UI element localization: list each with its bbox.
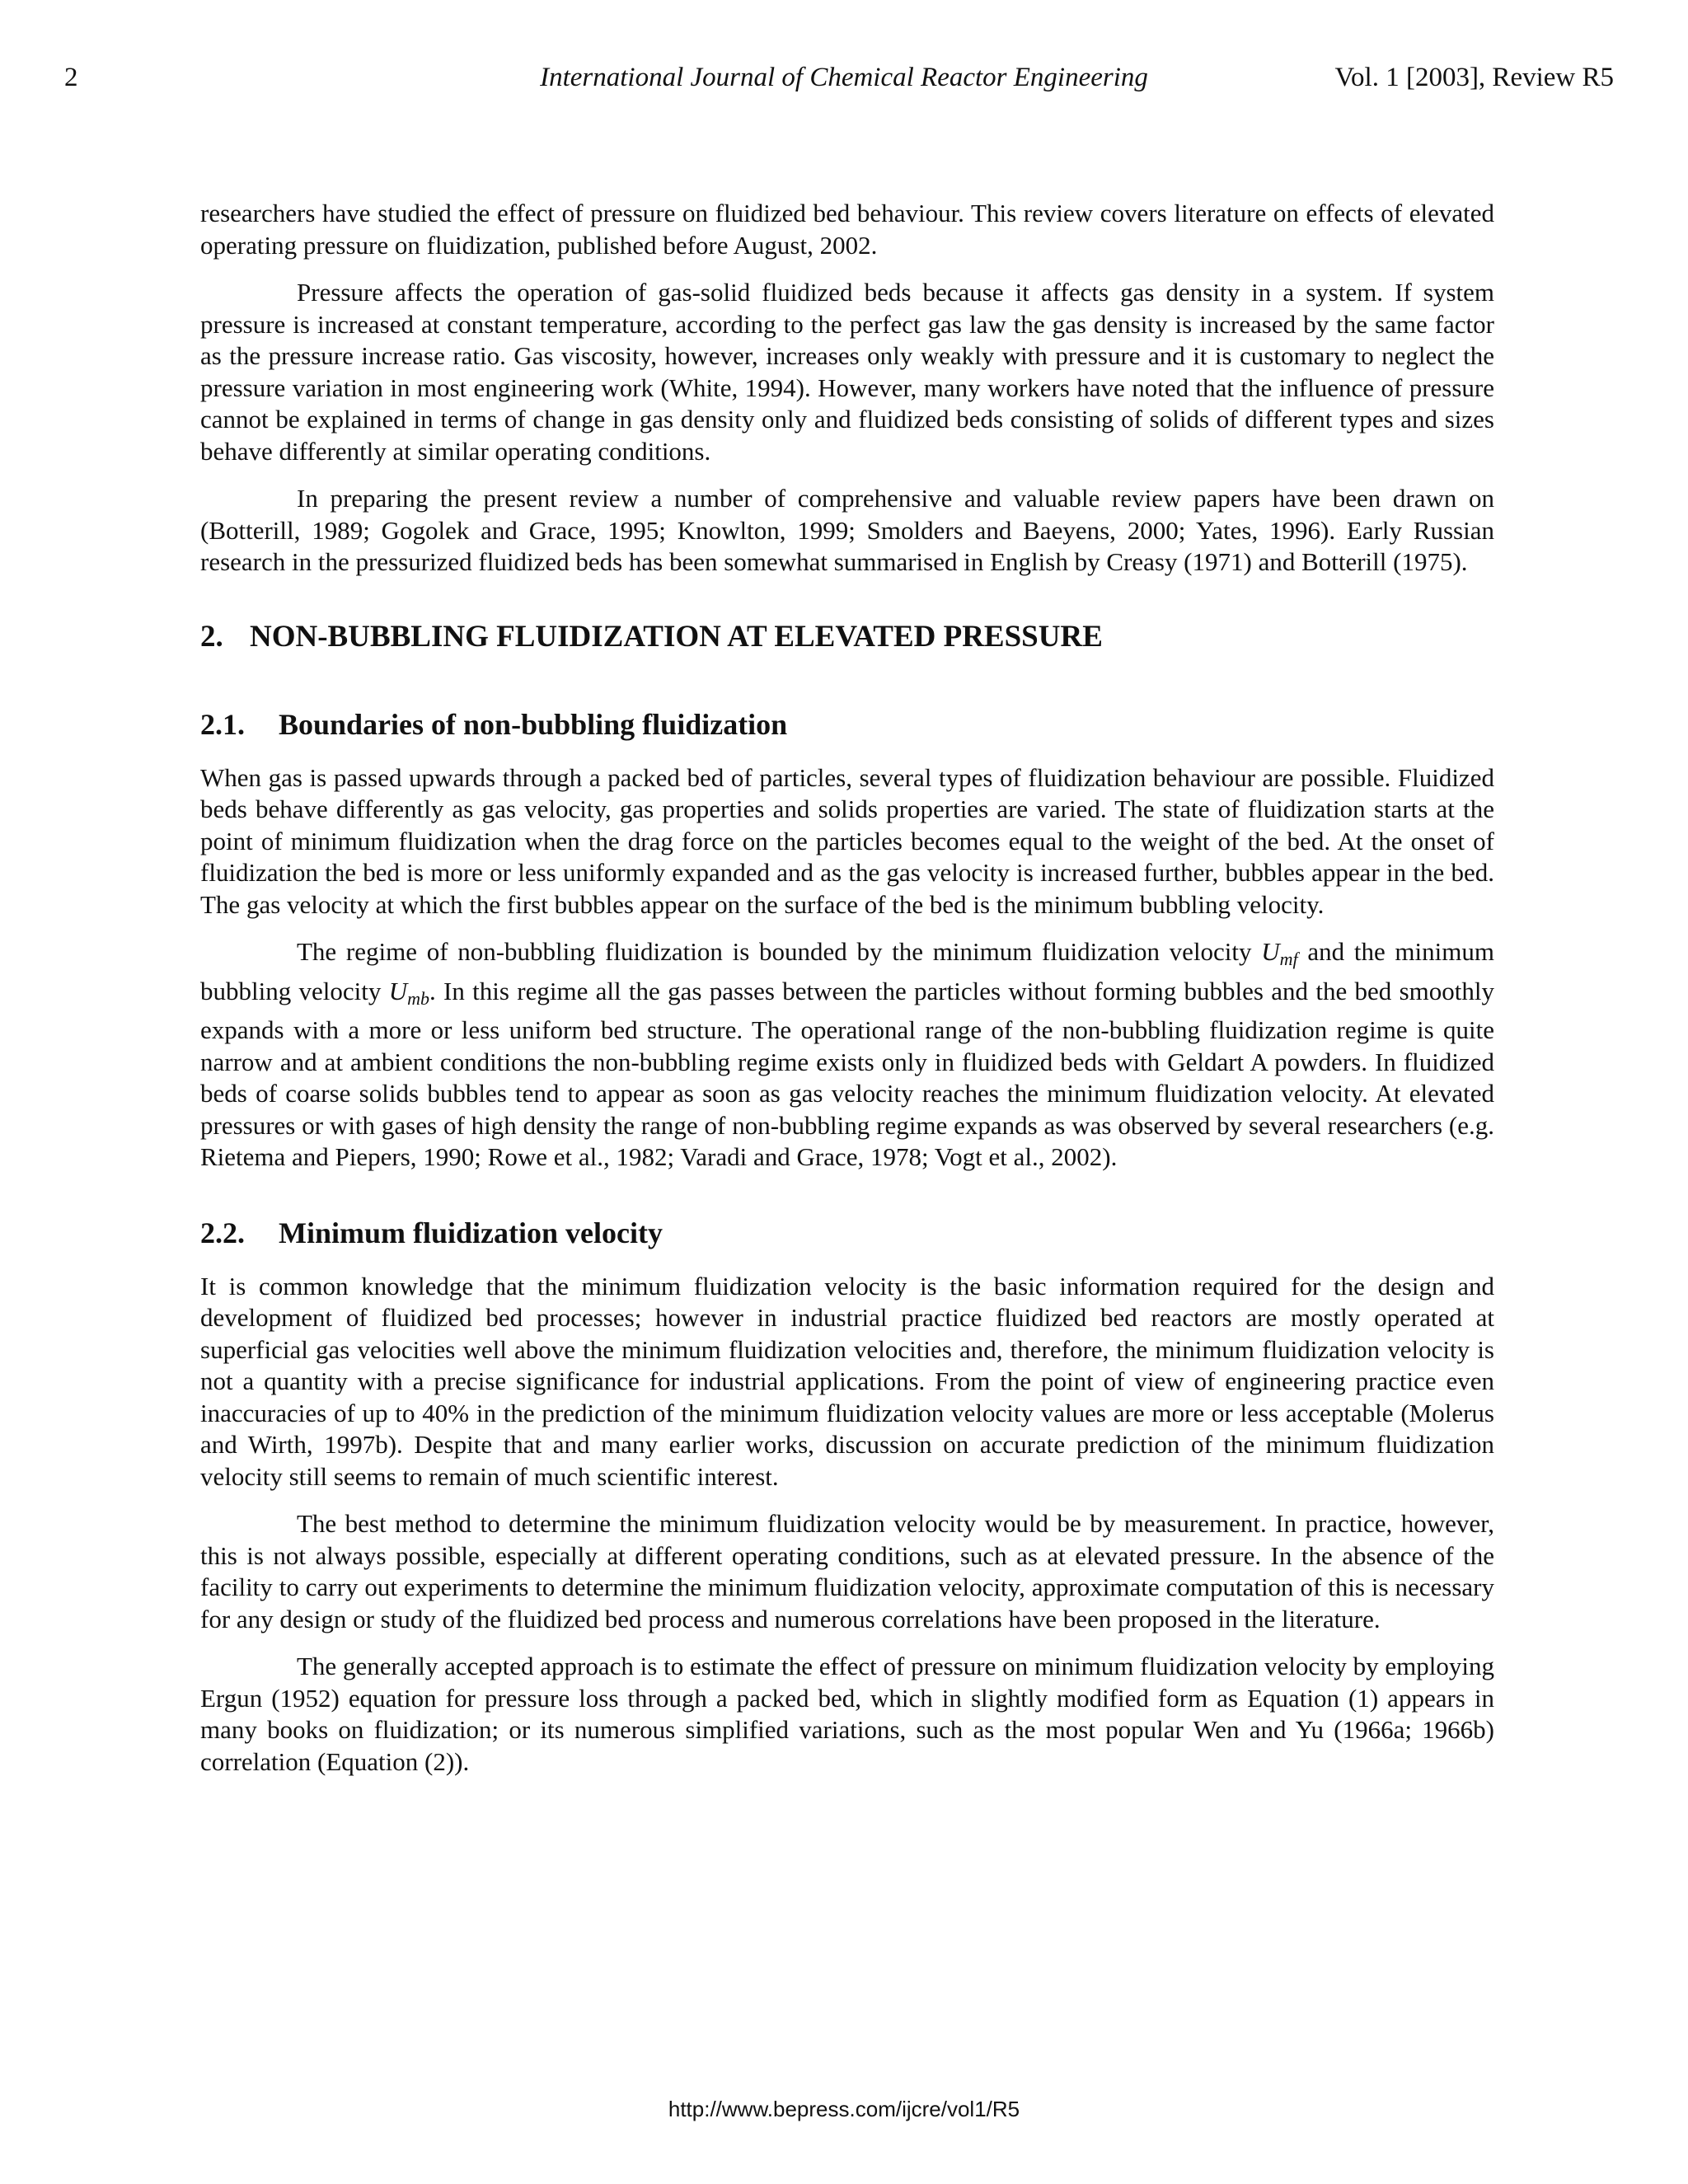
intro-paragraph-3: In preparing the present review a number of comprehensive and valuable review papers have been drawn on (Botterill, 1989; Gogolek and Grace, 1995; Knowlton, 1999; Smolders and Baeyens, 2000; Yates, 1996). Early Russian research in the pressurized fluidized beds has been somewhat summarised in English by Creasy (1971) and Botterill (1975). — [200, 484, 1494, 576]
intro-paragraph-2: Pressure affects the operation of gas-solid fluidized beds because it affects gas density in a system. If system pressure is increased at constant temperature, according to the perfect gas law the gas density is increased by the same factor as the pressure increase ratio. Gas viscosity, however, increases only weakly with pressure and it is customary to neglect the pressure variation in most engineering work (White, 1994). However, many workers have noted that the influence of pressure cannot be explained in terms of change in gas density only and fluidized beds consisting of solids of different types and sizes behave differently at similar operating conditions. — [200, 278, 1494, 466]
paragraph-text: . In this regime all the gas passes between the particles without forming bubbles and the bed smoothly expands with a more or less uniform bed structure. The operational range of the non-bubbling fluidization regime is quite narrow and at ambient conditions the non-bubbling regime exists only in fluidized beds with Geldart A powders. In fluidized beds of coarse solids bubbles tend to appear as soon as gas velocity reaches the minimum fluidization velocity. At elevated pressures or with gases of high density the range of non-bubbling regime expands as was observed by several researchers (e.g. Rietema and Piepers, 1990; Rowe et al., 1982; Varadi and Grace, 1978; Vogt et al., 2002). — [200, 976, 1494, 1171]
umb-subscript: mb — [407, 987, 429, 1009]
section-2-number: 2. — [200, 619, 223, 654]
umf-subscript: mf — [1279, 949, 1298, 969]
section-2-1-paragraph-1: When gas is passed upwards through a packed bed of particles, several types of fluidization behaviour are possible. Fluidized beds behave differently as gas velocity, gas properties and solids properties are varied. The state of fluidization starts at the point of minimum fluidization when the drag force on the particles becomes equal to the weight of the bed. At the onset of fluidization the bed is more or less uniformly expanded and as the gas velocity is increased further, bubbles appear in the bed. The gas velocity at which the first bubbles appear on the surface of the bed is the minimum bubbling velocity. — [200, 762, 1494, 919]
journal-title: International Journal of Chemical Reactor Engineering — [540, 63, 1148, 92]
section-2-heading — [200, 619, 1494, 655]
section-2-2-title: Minimum fluidization velocity — [279, 1216, 663, 1249]
section-2-2-paragraph-1: It is common knowledge that the minimum fluidization velocity is the basic information required for the design and development of fluidized bed processes; however in industrial practice fluidized bed reactors are mostly operated at superficial gas velocities well above the minimum fluidization velocities and, therefore, the minimum fluidization velocity is not a quantity with a precise significance for industrial applications. From the point of view of engineering practice even inaccuracies of up to 40% in the prediction of the minimum fluidization velocity values are more or less acceptable (Molerus and Wirth, 1997b). Despite that and many earlier works, discussion on accurate prediction of the minimum fluidization velocity still seems to remain of much scientific interest. — [200, 1271, 1494, 1491]
section-2-1-heading — [200, 706, 1494, 743]
section-2-2-paragraph-3: The generally accepted approach is to estimate the effect of pressure on minimum fluidization velocity by employing Ergun (1952) equation for pressure loss through a packed bed, which in slightly modified form as Equation (1) appears in many books on fluidization; or its numerous simplified variations, such as the most popular Wen and Yu (1966a; 1966b) correlation (Equation (2)). — [200, 1652, 1494, 1776]
section-2-title: NON-BUBBLING FLUIDIZATION AT ELEVATED PRESSURE — [250, 619, 1103, 654]
paragraph-text: The regime of non-bubbling fluidization is bounded by the minimum fluidization velocity — [297, 937, 1252, 966]
umf-symbol: U — [1261, 937, 1280, 966]
section-2-1-number: 2.1. — [200, 707, 245, 741]
section-2-1-paragraph-2 — [200, 936, 1494, 1174]
running-header — [0, 59, 1688, 96]
section-2-2-paragraph-2: The best method to determine the minimum fluidization velocity would be by measurement. In practice, however, this is not always possible, especially at different operating conditions, such as at elevated pressure. In the absence of the facility to carry out experiments to determine the minimum fluidization velocity, approximate computation of this is necessary for any design or study of the fluidized bed process and numerous correlations have been proposed in the literature. — [200, 1509, 1494, 1633]
intro-paragraph-1: researchers have studied the effect of pressure on fluidized bed behaviour. This review covers literature on effects of elevated operating pressure on fluidization, published before August, 2002. — [200, 199, 1494, 260]
umb-symbol: U — [388, 976, 408, 1005]
paragraph-text: and the minimum bubbling velocity — [200, 937, 1494, 1005]
volume-info: Vol. 1 [2003], Review R5 — [1334, 63, 1614, 92]
section-2-1-title: Boundaries of non-bubbling fluidization — [279, 707, 788, 741]
section-2-2-number: 2.2. — [200, 1216, 245, 1249]
section-2-2-heading — [200, 1215, 1494, 1251]
page-number: 2 — [64, 63, 78, 92]
article-body — [200, 198, 1494, 1793]
footer-url[interactable]: http://www.bepress.com/ijcre/vol1/R5 — [668, 2097, 1020, 2121]
